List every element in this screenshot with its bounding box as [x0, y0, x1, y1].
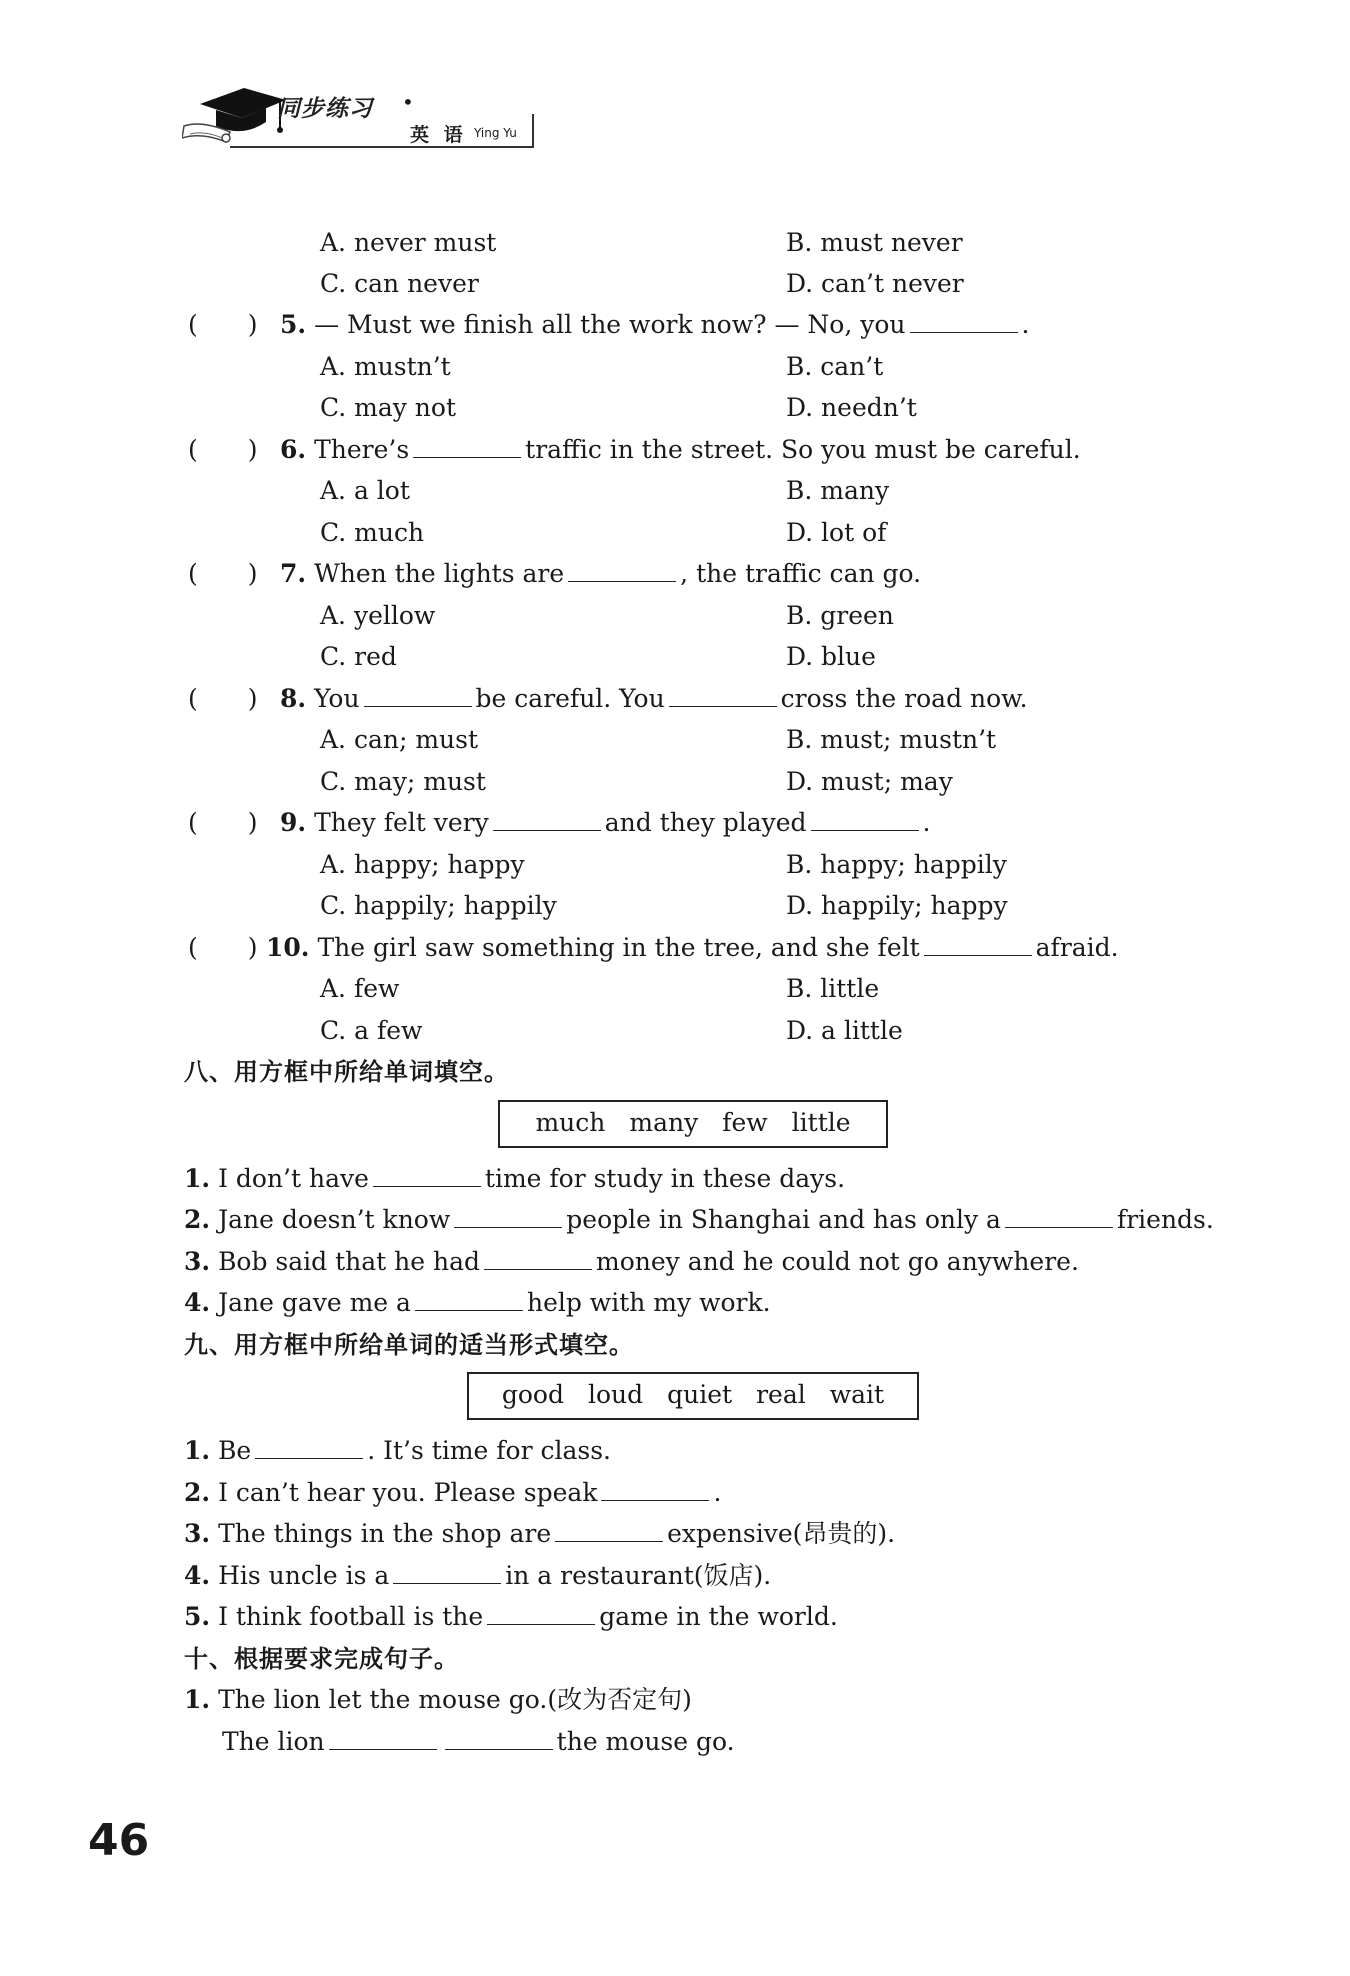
word-box-word: loud — [587, 1380, 644, 1409]
item-text: The lion — [222, 1727, 325, 1756]
answer-blank[interactable] — [255, 1436, 363, 1459]
item-text: I can’t hear you. Please speak — [218, 1478, 598, 1507]
option-b: B. green — [786, 601, 894, 630]
question-8 — [280, 684, 1028, 714]
question-number: 10. — [266, 933, 310, 962]
option-d: D. happily; happy — [786, 891, 1008, 920]
answer-blank[interactable] — [493, 808, 601, 831]
fill-item-3 — [184, 1247, 1079, 1277]
item-text: in a restaurant(饭店). — [505, 1561, 772, 1590]
option-a: A. few — [320, 974, 400, 1003]
section-9-title: 九、用方框中所给单词的适当形式填空。 — [184, 1331, 634, 1359]
option-d: D. needn’t — [786, 393, 917, 422]
question-number: 7. — [280, 559, 307, 588]
answer-paren[interactable]: ( ) — [188, 559, 258, 588]
question-text: , the traffic can go. — [680, 559, 922, 588]
item-number: 4. — [184, 1288, 211, 1317]
answer-blank[interactable] — [487, 1602, 595, 1625]
answer-blank[interactable] — [811, 808, 919, 831]
answer-blank[interactable] — [373, 1164, 481, 1187]
item-number: 2. — [184, 1478, 211, 1507]
word-box-word: wait — [829, 1380, 885, 1409]
option-b: B. must; mustn’t — [786, 725, 997, 754]
item-text: expensive(昂贵的). — [667, 1519, 896, 1548]
item-text: money and he could not go anywhere. — [596, 1247, 1079, 1276]
question-text: traffic in the street. So you must be careful. — [525, 435, 1081, 464]
word-box-word: real — [756, 1380, 806, 1409]
option-c: C. can never — [320, 269, 479, 298]
item-number: 5. — [184, 1602, 211, 1631]
question-text: There’s — [314, 435, 410, 464]
option-b: B. must never — [786, 228, 963, 257]
answer-paren[interactable]: ( ) — [188, 808, 258, 837]
fill-item-1 — [184, 1164, 845, 1194]
question-text: . — [1021, 310, 1030, 339]
header-rule-end — [532, 114, 534, 147]
question-text: When the lights are — [314, 559, 565, 588]
word-box-word: few — [722, 1108, 768, 1137]
word-box-word: quiet — [667, 1380, 733, 1409]
question-text: — Must we finish all the work now? — No, you — [314, 310, 906, 339]
subject-pinyin: Ying Yu — [474, 126, 517, 140]
item-text: Jane gave me a — [218, 1288, 411, 1317]
word-box-word: much — [535, 1108, 606, 1137]
item-number: 1. — [184, 1164, 211, 1193]
question-6 — [280, 435, 1081, 465]
option-d: D. blue — [786, 642, 876, 671]
option-d: D. a little — [786, 1016, 903, 1045]
answer-blank[interactable] — [454, 1205, 562, 1228]
answer-blank[interactable] — [364, 684, 472, 707]
option-b: B. can’t — [786, 352, 884, 381]
fill-item-1 — [184, 1436, 611, 1466]
word-box-word: good — [501, 1380, 564, 1409]
answer-blank[interactable] — [568, 559, 676, 582]
answer-blank[interactable] — [329, 1727, 437, 1750]
question-number: 6. — [280, 435, 307, 464]
option-c: C. red — [320, 642, 397, 671]
item-text: Bob said that he had — [218, 1247, 481, 1276]
option-c: C. a few — [320, 1016, 423, 1045]
question-text: You — [314, 684, 360, 713]
item-text: people in Shanghai and has only a — [566, 1205, 1001, 1234]
answer-paren[interactable]: ( ) — [188, 684, 258, 713]
item-number: 1. — [184, 1436, 211, 1465]
option-b: B. many — [786, 476, 890, 505]
item-text: His uncle is a — [218, 1561, 390, 1590]
rewrite-answer-1 — [222, 1727, 735, 1757]
answer-paren[interactable]: ( ) — [188, 435, 258, 464]
question-number: 5. — [280, 310, 307, 339]
item-text: game in the world. — [599, 1602, 838, 1631]
question-text: afraid. — [1035, 933, 1119, 962]
question-7 — [280, 559, 921, 589]
question-text: and they played — [604, 808, 807, 837]
option-c: C. may; must — [320, 767, 486, 796]
subject-label: 英 语 — [410, 124, 467, 146]
item-number: 2. — [184, 1205, 211, 1234]
option-a: A. a lot — [320, 476, 410, 505]
answer-blank[interactable] — [910, 310, 1018, 333]
item-text: Be — [218, 1436, 252, 1465]
item-text: help with my work. — [526, 1288, 771, 1317]
fill-item-3 — [184, 1519, 895, 1549]
answer-blank[interactable] — [601, 1478, 709, 1501]
item-text: I don’t have — [218, 1164, 369, 1193]
item-text: . — [713, 1478, 722, 1507]
fill-item-2 — [184, 1478, 721, 1508]
section-10-title: 十、根据要求完成句子。 — [184, 1645, 459, 1673]
item-text: the mouse go. — [556, 1727, 735, 1756]
answer-blank[interactable] — [445, 1727, 553, 1750]
fill-item-5 — [184, 1602, 838, 1632]
option-b: B. happy; happily — [786, 850, 1007, 879]
header-dot: • — [402, 90, 414, 114]
item-text: . It’s time for class. — [367, 1436, 611, 1465]
option-a: A. can; must — [320, 725, 479, 754]
option-a: A. yellow — [320, 601, 436, 630]
question-9 — [280, 808, 930, 838]
answer-blank[interactable] — [415, 1288, 523, 1311]
question-text: They felt very — [314, 808, 489, 837]
item-text: The lion let the mouse go.(改为否定句) — [218, 1685, 692, 1714]
question-number: 9. — [280, 808, 307, 837]
option-c: C. happily; happily — [320, 891, 557, 920]
answer-blank[interactable] — [669, 684, 777, 707]
item-number: 3. — [184, 1519, 211, 1548]
item-number: 4. — [184, 1561, 211, 1590]
item-text: friends. — [1116, 1205, 1214, 1234]
option-b: B. little — [786, 974, 880, 1003]
rewrite-item-1 — [184, 1685, 692, 1715]
option-c: C. much — [320, 518, 425, 547]
word-box-word: little — [791, 1108, 851, 1137]
question-text: be careful. You — [475, 684, 665, 713]
word-box — [467, 1372, 919, 1420]
option-d: D. lot of — [786, 518, 887, 547]
option-a: A. never must — [320, 228, 497, 257]
fill-item-4 — [184, 1288, 771, 1318]
word-box — [498, 1100, 888, 1148]
header-rule — [230, 146, 534, 148]
question-text: cross the road now. — [780, 684, 1028, 713]
item-number: 1. — [184, 1685, 211, 1714]
fill-item-4 — [184, 1561, 771, 1591]
answer-paren[interactable]: ( ) — [188, 310, 258, 339]
series-title: 同步练习 — [277, 96, 373, 122]
item-text: I think football is the — [218, 1602, 484, 1631]
answer-blank[interactable] — [555, 1519, 663, 1542]
item-number: 3. — [184, 1247, 211, 1276]
option-d: D. must; may — [786, 767, 953, 796]
answer-paren[interactable]: ( ) — [188, 933, 258, 962]
answer-blank[interactable] — [413, 435, 521, 458]
option-d: D. can’t never — [786, 269, 964, 298]
question-5 — [280, 310, 1029, 340]
answer-blank[interactable] — [924, 933, 1032, 956]
item-text: The things in the shop are — [218, 1519, 552, 1548]
page-number: 46 — [88, 1815, 150, 1866]
item-text: Jane doesn’t know — [218, 1205, 451, 1234]
option-a: A. happy; happy — [320, 850, 525, 879]
answer-blank[interactable] — [484, 1247, 592, 1270]
fill-item-2 — [184, 1205, 1214, 1235]
question-10 — [266, 933, 1119, 963]
word-box-word: many — [629, 1108, 699, 1137]
question-number: 8. — [280, 684, 307, 713]
answer-blank[interactable] — [1005, 1205, 1113, 1228]
item-text: time for study in these days. — [484, 1164, 846, 1193]
answer-blank[interactable] — [393, 1561, 501, 1584]
question-text: The girl saw something in the tree, and she felt — [317, 933, 920, 962]
page-header — [182, 86, 534, 156]
option-a: A. mustn’t — [320, 352, 451, 381]
section-8-title: 八、用方框中所给单词填空。 — [184, 1058, 509, 1086]
question-text: . — [922, 808, 931, 837]
option-c: C. may not — [320, 393, 457, 422]
